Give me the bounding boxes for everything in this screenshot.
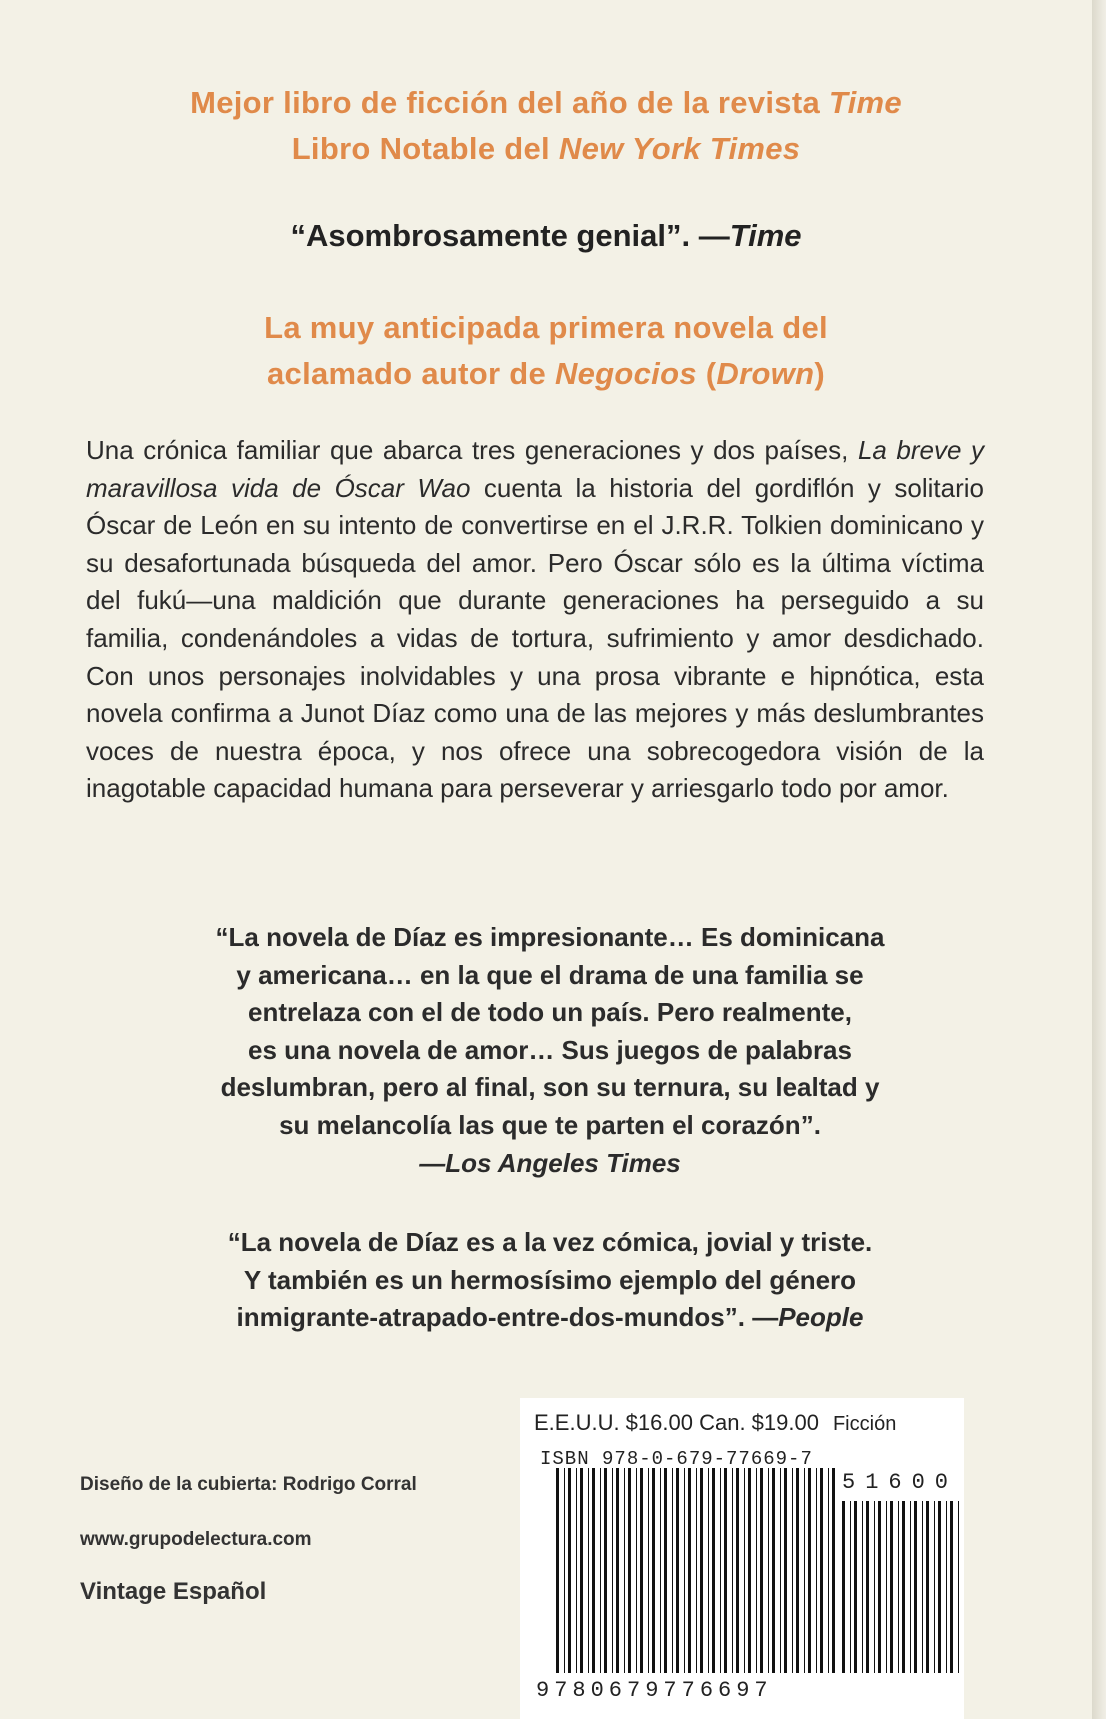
review-line: su melancolía las que te parten el corazón”. (279, 1109, 821, 1140)
barcode-bar (950, 1501, 953, 1673)
review-line: “La novela de Díaz es impresionante… Es dominicana (215, 922, 885, 952)
website: www.grupodelectura.com (80, 1529, 312, 1550)
barcode-bar (808, 1468, 811, 1673)
barcode-bar (934, 1501, 935, 1673)
barcode-bar (580, 1468, 583, 1673)
description-text: Una crónica familiar que abarca tres generaciones y dos países, (86, 435, 858, 465)
barcode-bar (854, 1501, 857, 1673)
barcode-bar (816, 1468, 817, 1673)
barcode-bar (938, 1501, 941, 1673)
review-line: Y también es un hermosísimo ejemplo del género (243, 1264, 857, 1295)
publisher: Vintage Español (80, 1578, 267, 1605)
barcode-bar (914, 1501, 917, 1673)
barcode-bar (744, 1468, 745, 1673)
barcode-bar (604, 1468, 607, 1673)
review-line (120, 1299, 980, 1337)
price-line (534, 1410, 896, 1436)
praise-text: “Asombrosamente genial”. — (290, 218, 730, 253)
tagline-text: ( (696, 356, 717, 391)
barcode-panel (520, 1398, 964, 1719)
barcode-bar (760, 1468, 763, 1673)
barcode-bar (732, 1468, 733, 1673)
addon-barcode (842, 1501, 959, 1673)
barcode-bar (588, 1468, 589, 1673)
barcode-bar (696, 1468, 697, 1673)
barcode-bar (792, 1468, 793, 1673)
awards-heading (0, 80, 1092, 172)
award-line-nyt (0, 126, 1092, 172)
barcode-bar (568, 1468, 571, 1673)
barcode-bar (684, 1468, 685, 1673)
barcode-bar (676, 1468, 679, 1673)
barcode-bar (890, 1501, 893, 1673)
barcode-bar (640, 1468, 643, 1673)
barcode-graphic (520, 1398, 964, 1719)
review-line: es una novela de amor… Sus juegos de palabras (248, 1034, 852, 1065)
barcode-bar (700, 1468, 703, 1673)
book-title: La breve y maravillosa vida de Óscar Wao (86, 435, 985, 503)
barcode-bar (612, 1468, 613, 1673)
cover-design-credit: Diseño de la cubierta: Rodrigo Corral (80, 1474, 417, 1495)
barcode-bar (804, 1468, 805, 1673)
barcode-bar (926, 1501, 929, 1673)
tagline-text: ) (814, 356, 825, 391)
barcode-bar (946, 1501, 947, 1673)
praise-source: Time (729, 218, 802, 253)
tagline-line: La muy anticipada primera novela del (264, 310, 828, 345)
barcode-bar (886, 1501, 887, 1673)
barcode-bar (902, 1501, 905, 1673)
tagline-book-title: Negocios (554, 356, 697, 391)
review-people (120, 1224, 980, 1337)
barcode-bar (756, 1468, 757, 1673)
barcode-bar (616, 1468, 619, 1673)
barcode-bar (660, 1468, 661, 1673)
barcode-bar (922, 1501, 923, 1673)
barcode-bar (736, 1468, 739, 1673)
barcode-bar (636, 1468, 637, 1673)
barcode-bar (866, 1501, 869, 1673)
award-line-time (0, 80, 1092, 126)
review-text: inmigrante-atrapado-entre-dos-mundos”. — (236, 1302, 779, 1333)
barcode-bar (820, 1468, 823, 1673)
tagline (0, 305, 1092, 397)
barcode-bar (958, 1501, 959, 1673)
barcode-bar (910, 1501, 911, 1673)
ean-barcode (556, 1468, 835, 1673)
award-text: Mejor libro de ficción del año de la revista (190, 85, 829, 120)
review-line: entrelaza con el de todo un país. Pero realmente, (248, 997, 852, 1028)
barcode-bar (878, 1501, 881, 1673)
barcode-bar (898, 1501, 899, 1673)
barcode-bar (628, 1468, 631, 1673)
review-line: deslumbran, pero al final, son su ternura, su lealtad y (220, 1072, 880, 1103)
tagline-line (0, 351, 1092, 397)
barcode-bar (592, 1468, 595, 1673)
review-line: y americana… en la que el drama de una familia se (236, 959, 864, 990)
award-source: Time (828, 85, 902, 120)
barcode-bar (862, 1501, 863, 1673)
tagline-text: aclamado autor de (267, 356, 555, 391)
barcode-bar (600, 1468, 601, 1673)
barcode-bar (784, 1468, 787, 1673)
isbn-number: ISBN 978-0-679-77669-7 (540, 1448, 813, 1470)
barcode-bar (772, 1468, 775, 1673)
barcode-bar (768, 1468, 769, 1673)
genre-label: Ficción (832, 1413, 897, 1435)
description-paragraph (86, 432, 984, 808)
barcode-bar (556, 1468, 559, 1673)
review-source-text: —Los Angeles Times (419, 1147, 681, 1178)
barcode-bar (832, 1468, 835, 1673)
barcode-bar (874, 1501, 875, 1673)
barcode-bar (850, 1501, 851, 1673)
price-text: E.E.U.U. $16.00 Can. $19.00 (534, 1410, 819, 1435)
barcode-bar (664, 1468, 667, 1673)
barcode-bar (712, 1468, 715, 1673)
addon-number: 51600 (842, 1470, 959, 1495)
barcode-bar (748, 1468, 751, 1673)
barcode-bar (796, 1468, 799, 1673)
barcode-bar (576, 1468, 577, 1673)
barcode-bar (688, 1468, 691, 1673)
award-source: New York Times (558, 131, 801, 166)
award-text: Libro Notable del (291, 131, 559, 166)
review-los-angeles-times (120, 919, 980, 1182)
praise-time (0, 218, 1092, 254)
review-source: People (778, 1302, 864, 1333)
barcode-bar (652, 1468, 655, 1673)
barcode-bar (724, 1468, 727, 1673)
ean-number: 9780679776697 (536, 1678, 773, 1703)
review-line: “La novela de Díaz es a la vez cómica, jovial y triste. (227, 1227, 873, 1257)
barcode-bar (708, 1468, 709, 1673)
barcode-bar (828, 1468, 829, 1673)
barcode-bar (624, 1468, 625, 1673)
barcode-bar (780, 1468, 781, 1673)
barcode-bar (648, 1468, 649, 1673)
barcode-bar (720, 1468, 721, 1673)
cover-edge (1092, 0, 1106, 1719)
barcode-bar (564, 1468, 565, 1673)
barcode-bar (842, 1501, 845, 1673)
review-source (120, 1145, 980, 1183)
tagline-book-title: Drown (716, 356, 815, 391)
barcode-bar (672, 1468, 673, 1673)
description-text: cuenta la historia del gordiflón y solitario Óscar de León en su intento de convertirse en el J.R.R. Tolkien dominicano y su desafortunada búsqueda del amor. Pero Óscar sólo es la última víctima del fukú—una maldición que durante generaciones ha perseguido a su familia, condenándoles a vidas de tortura, sufrimiento y amor desdichado. Con unos personajes inolvidables y una prosa vibrante e hipnótica, esta novela confirma a Junot Díaz como una de las mejores y más deslumbrantes voces de nuestra época, y nos ofrece una sobrecogedora visión de la inagotable capacidad humana para perseverar y arriesgarlo todo por amor. (86, 472, 985, 804)
